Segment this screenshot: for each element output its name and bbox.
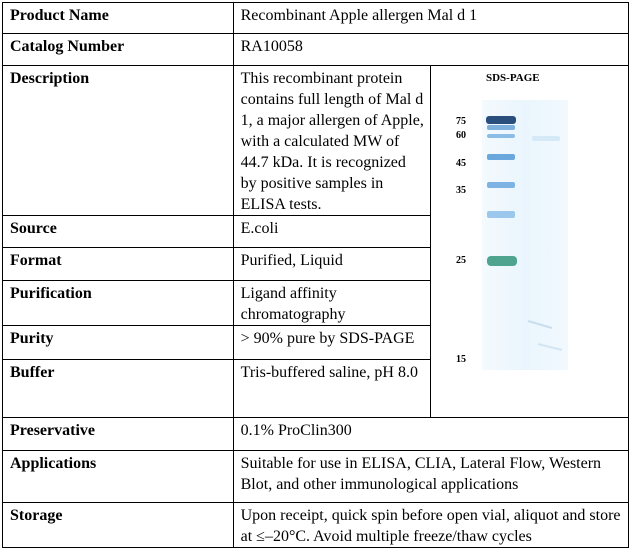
- label-applications: Applications: [3, 451, 234, 503]
- value-purification: Ligand affinity chromatography: [233, 281, 431, 326]
- ladder-band-70: [487, 125, 515, 130]
- label-buffer: Buffer: [3, 360, 234, 418]
- marker-15: 15: [456, 354, 466, 365]
- value-buffer: Tris-buffered saline, pH 8.0: [233, 360, 431, 418]
- sample-band: [532, 136, 560, 141]
- marker-45: 45: [456, 158, 466, 169]
- ladder-band-30: [487, 211, 515, 218]
- label-source: Source: [3, 216, 234, 248]
- value-description: This recombinant protein contains full length of Mal d 1, a major allergen of Apple, with a calculated MW of 44.7 kDa. It is recognized by positive samples in ELISA tests.: [233, 66, 431, 216]
- marker-60: 60: [456, 130, 466, 141]
- value-purity: > 90% pure by SDS-PAGE: [233, 326, 431, 360]
- ladder-band-75: [486, 116, 516, 124]
- marker-75: 75: [456, 116, 466, 127]
- row-storage: [3, 503, 629, 548]
- label-catalog-number: Catalog Number: [3, 34, 234, 66]
- value-product-name: Recombinant Apple allergen Mal d 1: [233, 3, 628, 34]
- value-preservative: 0.1% ProClin300: [233, 418, 628, 451]
- ladder-band-35: [487, 182, 515, 188]
- row-applications: [3, 451, 629, 503]
- value-storage: Upon receipt, quick spin before open vial, aliquot and store at ≤–20°C. Avoid multiple freeze/thaw cycles: [233, 503, 628, 548]
- value-catalog-number: RA10058: [233, 34, 628, 66]
- label-product-name: Product Name: [3, 3, 234, 34]
- value-format: Purified, Liquid: [233, 248, 431, 281]
- label-storage: Storage: [3, 503, 234, 548]
- row-preservative: [3, 418, 629, 451]
- gel-graphic: [442, 66, 628, 400]
- label-purification: Purification: [3, 281, 234, 326]
- value-source: E.coli: [233, 216, 431, 248]
- ladder-band-45: [487, 154, 515, 160]
- ladder-band-25: [487, 256, 517, 266]
- label-preservative: Preservative: [3, 418, 234, 451]
- sds-page-image: [442, 66, 628, 400]
- row-product-name: [3, 3, 629, 34]
- label-purity: Purity: [3, 326, 234, 360]
- row-catalog-number: [3, 34, 629, 66]
- gel-title: SDS-PAGE: [486, 72, 540, 84]
- ladder-band-60: [487, 134, 515, 138]
- value-applications: Suitable for use in ELISA, CLIA, Lateral Flow, Western Blot, and other immunological applications: [233, 451, 628, 503]
- label-description: Description: [3, 66, 234, 216]
- marker-35: 35: [456, 185, 466, 196]
- marker-25: 25: [456, 255, 466, 266]
- label-format: Format: [3, 248, 234, 281]
